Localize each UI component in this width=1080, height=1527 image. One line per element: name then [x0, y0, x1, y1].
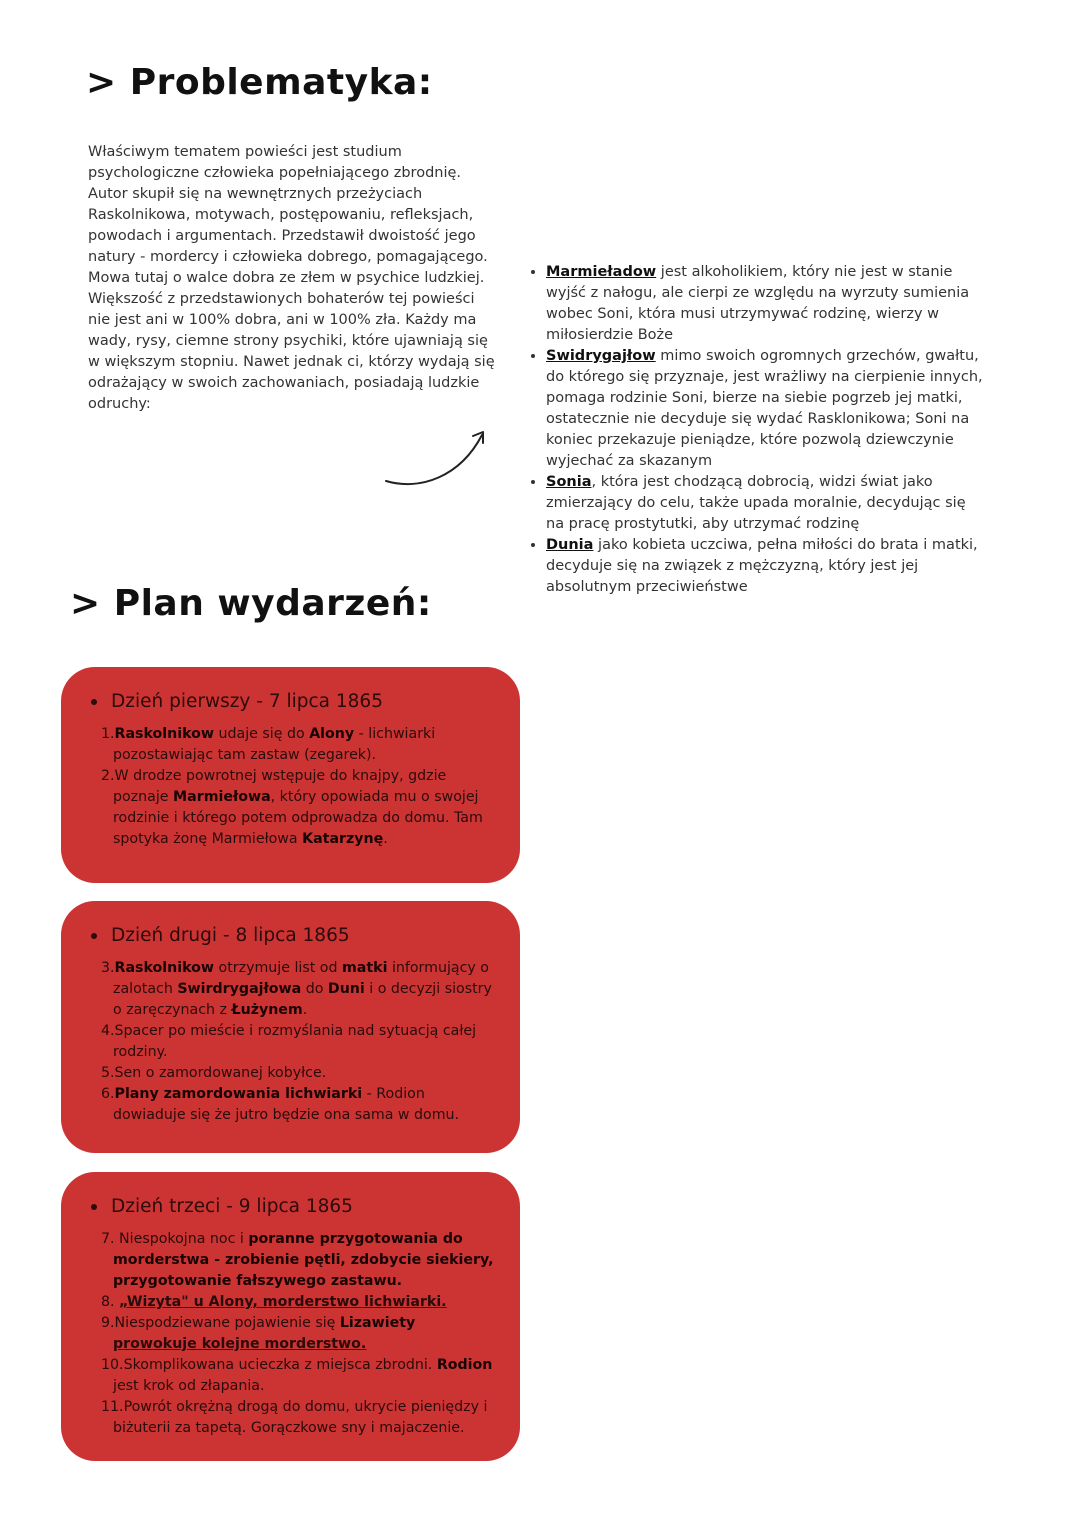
event-text: 3.: [101, 960, 115, 976]
event-text: Duni: [327, 981, 365, 997]
event-text: Łużynem: [231, 1002, 303, 1018]
event-text: Rodion: [436, 1357, 493, 1373]
intro-paragraph: Mowa tutaj o walce dobra ze złem w psychice ludzkiej. Większość z przedstawionych bohaterów tej powieści nie jest ani w 100% dobra, ani w 100% zła. Każdy ma wady, rysy, ciemne strony psychiki, które ujawniają się w większym stopniu. Nawet jednak ci, którzy wydają się odrażający w swoich zachowaniach, posiadają ludzkie odruchy:: [88, 270, 495, 412]
day-title: [91, 925, 494, 946]
character-name: Swidrygajłow: [546, 348, 656, 364]
events-list: [91, 724, 494, 850]
character-name: Dunia: [546, 537, 594, 553]
bullet-icon: [91, 933, 97, 939]
event-text: - Rodion dowiaduje się że jutro będzie ona sama w domu.: [113, 1086, 460, 1123]
event-text: informujący o zalotach: [113, 960, 489, 997]
day-title-text: Dzień drugi - 8 lipca 1865: [111, 925, 350, 946]
event-item: [91, 1229, 494, 1292]
character-description: jest alkoholikiem, który nie jest w stanie wyjść z nałogu, ale cierpi ze względu na wyrzuty sumienia wobec Soni, która musi utrzymywać rodzinę, wierzy w miłosierdzie Boże: [546, 264, 970, 343]
event-item: [91, 1397, 494, 1439]
event-text: 8.: [101, 1294, 120, 1310]
list-item: [546, 346, 986, 472]
event-item: [91, 1292, 494, 1313]
intro-paragraph: Właściwym tematem powieści jest studium psychologiczne człowieka popełniającego zbrodnię. Autor skupił się na wewnętrznych przeżyciach Raskolnikowa, motywach, postępowaniu, refleksjach, powodach i argumentach. Przedstawił dwoistość jego natury - mordercy i człowieka dobrego, pomagającego.: [88, 144, 488, 265]
list-item: [546, 472, 986, 535]
character-description: jako kobieta uczciwa, pełna miłości do brata i matki, decyduje się na związek z mężczyzną, który jest jej absolutnym przeciwieństwe: [546, 537, 978, 595]
event-item: [91, 958, 494, 1021]
day-title: [91, 691, 494, 712]
event-item: [91, 1313, 494, 1355]
list-item: [546, 262, 986, 346]
day-card: [61, 667, 520, 883]
event-text: Raskolnikow: [114, 726, 215, 742]
event-text: 1.: [101, 726, 115, 742]
event-text: 4.Spacer po mieście i rozmyślania nad sytuacją całej rodziny.: [101, 1023, 477, 1060]
event-text: .: [383, 831, 388, 847]
event-item: [91, 766, 494, 850]
day-card: [61, 901, 520, 1153]
day-title-text: Dzień pierwszy - 7 lipca 1865: [111, 691, 383, 712]
event-text: otrzymuje list od: [214, 960, 342, 976]
event-text: i o decyzji siostry o zaręczynach z: [113, 981, 492, 1018]
bullet-icon: [91, 699, 97, 705]
event-text: - lichwiarki pozostawiając tam zastaw (zegarek).: [113, 726, 436, 763]
event-item: [91, 1084, 494, 1126]
event-text: Katarzynę: [302, 831, 384, 847]
event-text: Alony: [309, 726, 355, 742]
event-text: Marmiełowa: [173, 789, 271, 805]
events-list: [91, 1229, 494, 1439]
event-text: matki: [342, 960, 388, 976]
problematyka-intro: [88, 142, 498, 415]
curved-arrow-icon: [380, 425, 490, 490]
event-text: udaje się do: [214, 726, 310, 742]
event-text: 11.Powrót okrężną drogą do domu, ukrycie pieniędzy i biżuterii za tapetą. Gorączkowe sny i majaczenie.: [101, 1399, 488, 1436]
event-item: [91, 1355, 494, 1397]
problematyka-heading: > Problematyka:: [86, 62, 433, 103]
event-text: 2.W drodze powrotnej wstępuje do knajpy, gdzie poznaje: [101, 768, 447, 805]
day-card: [61, 1172, 520, 1461]
event-text: , który opowiada mu o swojej rodzinie i którego potem odprowadza do domu. Tam spotyka żonę Marmiełowa: [113, 789, 483, 847]
event-item: [91, 1063, 494, 1084]
character-name: Sonia: [546, 474, 592, 490]
character-description: mimo swoich ogromnych grzechów, gwałtu, do którego się przyznaje, jest wrażliwy na cierpienie innych, pomaga rodzinie Soni, bierze na siebie pogrzeb jej matki, ostatecznie nie decyduje się wydać Rasklonikowa; Soni na koniec przekazuje pieniądze, które pozwolą dziewczynie wyjechać za skazanym: [546, 348, 983, 469]
event-text: poranne przygotowania do morderstwa - zrobienie pętli, zdobycie siekiery, przygotowanie fałszywego zastawu.: [113, 1231, 494, 1289]
event-text: Plany zamordowania lichwiarki: [114, 1086, 363, 1102]
character-name: Marmieładow: [546, 264, 657, 280]
event-item: [91, 724, 494, 766]
event-text: 9.Niespodziewane pojawienie się: [101, 1315, 340, 1331]
event-text: 5.Sen o zamordowanej kobyłce.: [101, 1065, 327, 1081]
event-text: prowokuje kolejne morderstwo.: [113, 1336, 367, 1352]
event-text: .: [302, 1002, 308, 1018]
event-text: „Wizyta" u Alony, morderstwo lichwiarki.: [119, 1294, 447, 1310]
event-text: 10.Skomplikowana ucieczka z miejsca zbrodni.: [101, 1357, 437, 1373]
event-text: Lizawiety: [339, 1315, 416, 1331]
character-description: , która jest chodzącą dobrocią, widzi świat jako zmierzający do celu, także upada moralnie, decydując się na pracę prostytutki, aby utrzymać rodzinę: [546, 474, 966, 532]
event-text: jest krok od złapania.: [113, 1378, 265, 1394]
event-text: Swirdrygajłowa: [177, 981, 302, 997]
events-list: [91, 958, 494, 1126]
event-text: 6.: [101, 1086, 115, 1102]
characters-list: [526, 262, 986, 598]
event-item: [91, 1021, 494, 1063]
event-text: Raskolnikow: [114, 960, 215, 976]
plan-heading: > Plan wydarzeń:: [70, 583, 432, 624]
event-text: do: [301, 981, 328, 997]
list-item: [546, 535, 986, 598]
day-title: [91, 1196, 494, 1217]
day-title-text: Dzień trzeci - 9 lipca 1865: [111, 1196, 353, 1217]
bullet-icon: [91, 1204, 97, 1210]
event-text: 7. Niespokojna noc i: [101, 1231, 249, 1247]
